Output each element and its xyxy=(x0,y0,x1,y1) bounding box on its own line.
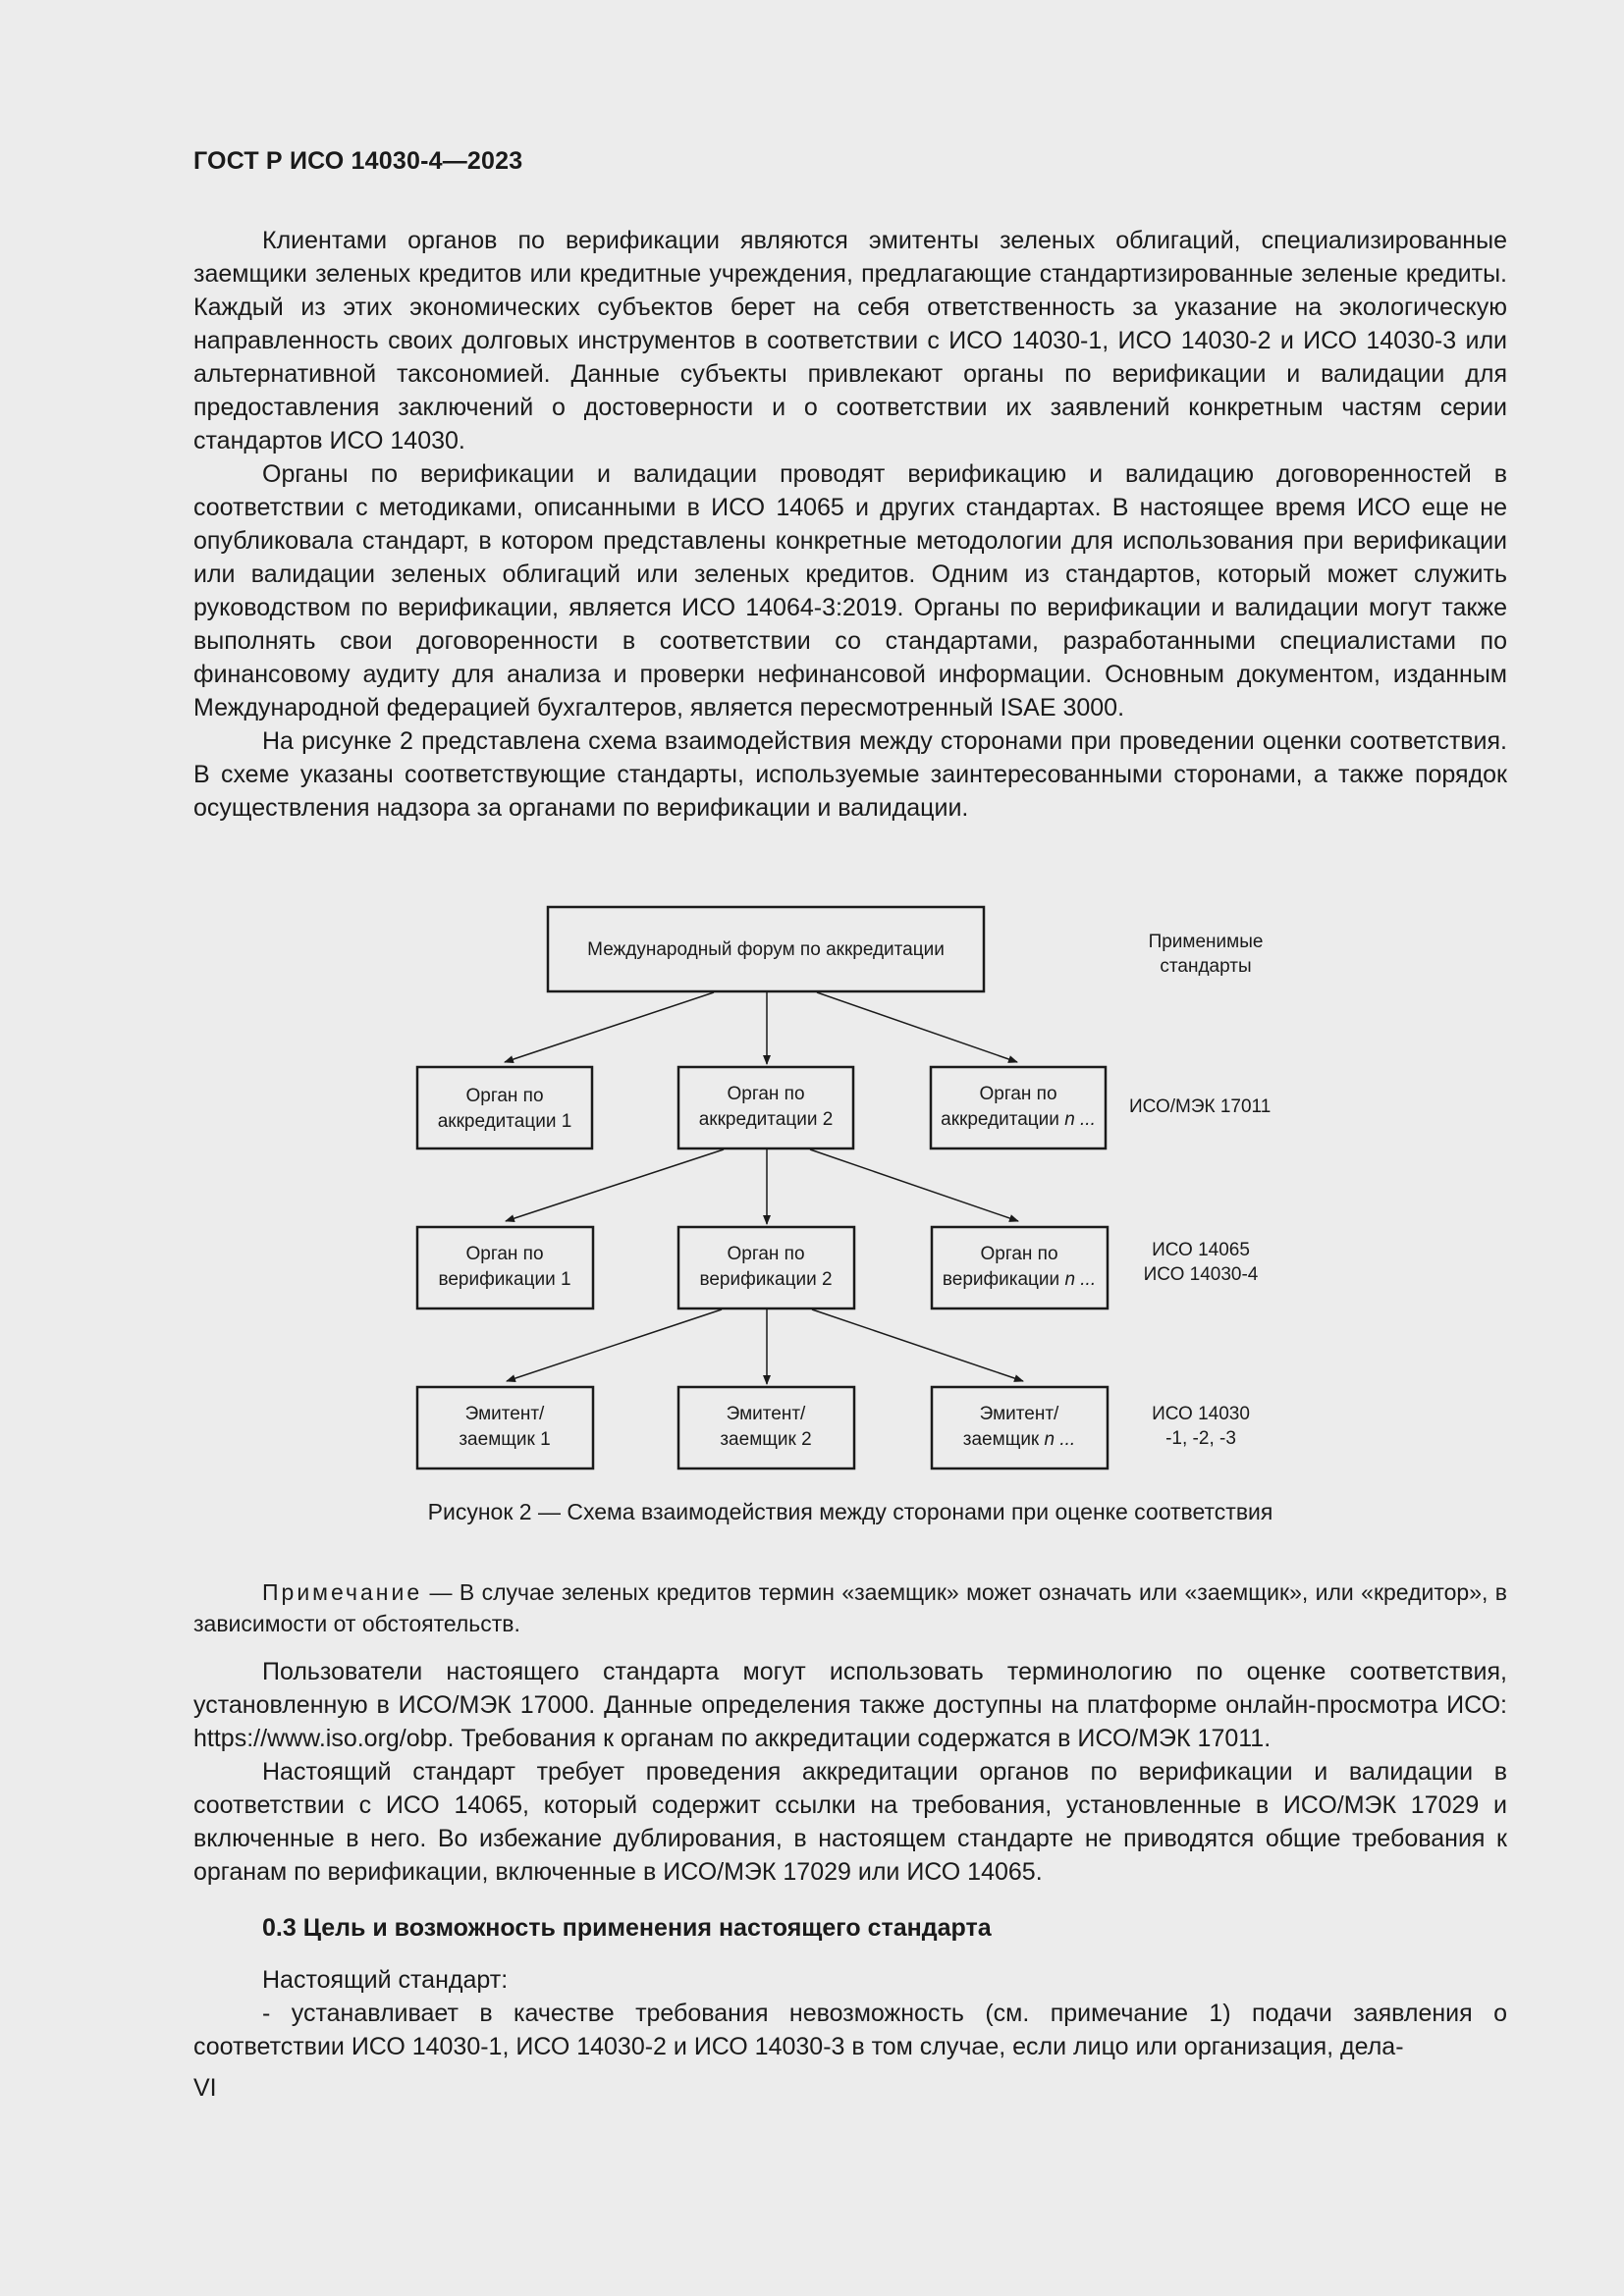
paragraph: - устанавливает в качестве требования невозможность (см. примечание 1) подачи заявления о соответствии ИСО 14030-1, ИСО 14030-2 и ИСО 14030-3 в том случае, если лицо или организация, дела- xyxy=(193,2000,1507,2060)
diagram-box-label: Эмитент/ xyxy=(979,1404,1059,1424)
diagram-box-label: заемщик 2 xyxy=(720,1429,812,1450)
diagram-box-label: аккредитации 2 xyxy=(698,1109,834,1130)
diagram-arrow xyxy=(507,1309,722,1381)
note-text: — В случае зеленых кредитов термин «заемщик» может означать или «заемщик», или «кредитор», в зависимости от обстоятельств. xyxy=(193,1579,1507,1636)
diagram-box-label: верификации 2 xyxy=(699,1269,833,1290)
paragraph: На рисунке 2 представлена схема взаимодействия между сторонами при проведении оценки соответствия. В схеме указаны соответствующие стандарты, используемые заинтересованными сторонами, а также порядок осуществления надзора за органами по верификации и валидации. xyxy=(193,727,1507,822)
paragraph: Клиентами органов по верификации являются эмитенты зеленых облигаций, специализированные заемщики зеленых кредитов или кредитные учреждения, предлагающие стандартизированные зеленые кредиты. Каждый из этих экономических субъектов берет на себя ответственность за указание на экологическую направленность своих долговых инструментов в соответствии с ИСО 14030-1, ИСО 14030-2 и ИСО 14030-3 или альтернативной таксономией. Данные субъекты привлекают органы по верификации и валидации для предоставления заключений о достоверности и о соответствии их заявлений конкретным частям серии стандартов ИСО 14030. xyxy=(193,227,1507,454)
diagram-box-label-part: заемщик xyxy=(962,1429,1045,1450)
row3-standard: ИСО 14030 xyxy=(1152,1404,1250,1424)
diagram-box-verification-body-2 xyxy=(678,1227,854,1308)
diagram-box-verification-body-1 xyxy=(417,1227,593,1308)
diagram-box-label: Международный форум по аккредитации xyxy=(587,939,945,960)
note-paragraph xyxy=(193,1576,1507,1639)
diagram-box-label-italic: n ... xyxy=(1064,1269,1097,1290)
diagram-box-label: Орган по xyxy=(465,1244,544,1264)
diagram-box-label: Орган по xyxy=(979,1084,1057,1104)
diagram-box-label: Эмитент/ xyxy=(726,1404,806,1424)
diagram-arrow xyxy=(812,1309,1023,1381)
diagram-box-label xyxy=(943,1269,1096,1290)
diagram-arrow xyxy=(506,1149,724,1221)
figure-caption: Рисунок 2 — Схема взаимодействия между сторонами при оценке соответствия xyxy=(427,1499,1273,1524)
standards-heading: стандарты xyxy=(1160,956,1252,977)
diagram-box-label-part: верификации xyxy=(942,1269,1065,1290)
document-header: ГОСТ Р ИСО 14030-4—2023 xyxy=(193,147,523,175)
diagram-box-label: Эмитент/ xyxy=(464,1404,545,1424)
paragraph: Настоящий стандарт: xyxy=(262,1966,509,1994)
diagram-box-label xyxy=(963,1429,1075,1450)
section-title: 0.3 Цель и возможность применения настоящего стандарта xyxy=(262,1914,992,1942)
note-label: Примечание xyxy=(262,1579,423,1605)
diagram-box-label: верификации 1 xyxy=(438,1269,571,1290)
diagram-box-verification-body-n xyxy=(932,1227,1108,1308)
diagram-box-label: аккредитации 1 xyxy=(437,1111,572,1132)
paragraph: Настоящий стандарт требует проведения аккредитации органов по верификации и валидации в соответствии с ИСО 14065, который содержит ссылки на требования, установленные в ИСО/МЭК 17029 и включенные в него. Во избежание дублирования, в настоящем стандарте не приводятся общие требования к органам по верификации, включенные в ИСО/МЭК 17029 или ИСО 14065. xyxy=(193,1758,1507,1886)
paragraph: Органы по верификации и валидации проводят верификацию и валидацию договоренностей в соответствии с методиками, описанными в ИСО 14065 и других стандартах. В настоящее время ИСО еще не опубликовала стандарт, в котором представлены конкретные методологии для использования при верификации или валидации зеленых облигаций или зеленых кредитов. Одним из стандартов, который может служить руководством по верификации, является ИСО 14064-3:2019. Органы по верификации и валидации могут также выполнять свои договоренности в соответствии со стандартами, разработанными специалистами по финансовому аудиту для анализа и проверки нефинансовой информации. Основным документом, изданным Международной федерацией бухгалтеров, является пересмотренный ISAE 3000. xyxy=(193,460,1507,721)
note-block xyxy=(193,1576,1507,1639)
diagram-box-label-italic: n ... xyxy=(1064,1109,1096,1130)
diagram-box-label: Орган по xyxy=(465,1086,544,1106)
diagram-arrow xyxy=(505,992,714,1062)
figure-2-diagram xyxy=(393,898,1316,1487)
diagram-box-label xyxy=(941,1109,1096,1130)
intro-text-block xyxy=(193,224,1507,825)
standards-heading: Применимые xyxy=(1148,932,1264,952)
bottom-text-block xyxy=(193,1963,1507,2063)
diagram-box-issuer-1 xyxy=(417,1387,593,1468)
paragraph: Пользователи настоящего стандарта могут использовать терминологию по оценке соответствия, установленную в ИСО/МЭК 17000. Данные определения также доступны на платформе онлайн-просмотра ИСО: https://www.iso.org/obp. Требования к органам по аккредитации содержатся в ИСО/МЭК 17011. xyxy=(193,1658,1507,1752)
page-number: VI xyxy=(193,2074,217,2102)
diagram-arrow xyxy=(817,992,1017,1062)
diagram-box-accreditation-body-n xyxy=(931,1067,1106,1148)
diagram-box-accreditation-body-2 xyxy=(678,1067,853,1148)
diagram-box-label: Орган по xyxy=(727,1084,805,1104)
diagram-arrow xyxy=(810,1149,1018,1221)
middle-text-block xyxy=(193,1655,1507,1889)
diagram-box-label: Орган по xyxy=(727,1244,805,1264)
row1-standard: ИСО/МЭК 17011 xyxy=(1129,1096,1272,1117)
row2-standard: ИСО 14065 xyxy=(1152,1240,1250,1260)
diagram-box-accreditation-body-1 xyxy=(417,1067,592,1148)
row3-standard: -1, -2, -3 xyxy=(1165,1428,1236,1449)
row2-standard: ИСО 14030-4 xyxy=(1143,1264,1259,1285)
diagram-box-label: Орган по xyxy=(980,1244,1058,1264)
diagram-box-label: заемщик 1 xyxy=(459,1429,551,1450)
diagram-box-label-italic: n ... xyxy=(1044,1429,1076,1450)
diagram-box-issuer-2 xyxy=(678,1387,854,1468)
diagram-box-issuer-n xyxy=(932,1387,1108,1468)
diagram-box-label-part: аккредитации xyxy=(941,1109,1065,1130)
